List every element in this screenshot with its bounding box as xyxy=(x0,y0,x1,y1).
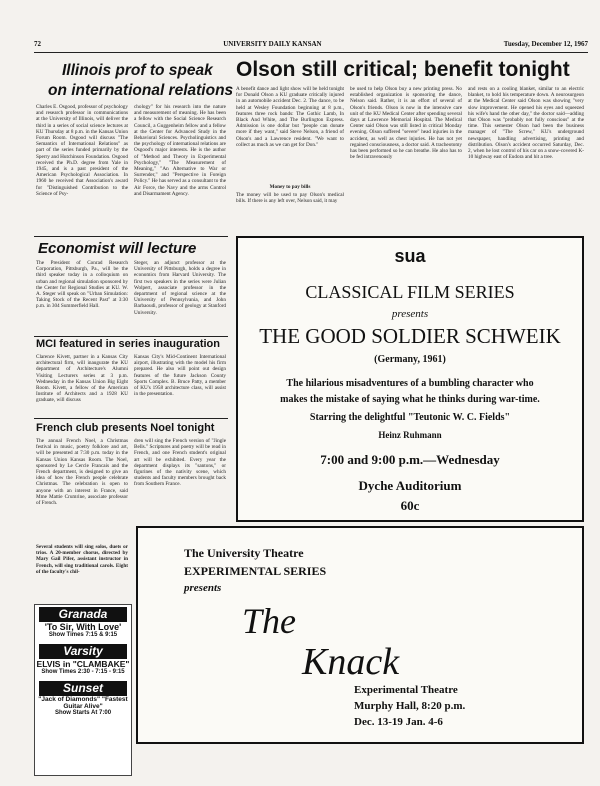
theatre-line-2: EXPERIMENTAL SERIES xyxy=(184,564,327,578)
theatre-info-1: Experimental Theatre xyxy=(354,684,458,696)
economist-headline: Economist will lecture xyxy=(38,240,197,257)
economist-col-2: Steger, an adjunct professor at the University of Pittsburgh, holds a degree in economics from Harvard University. The first two speakers in the series were Julian Wolpert, associate professor in the department of regional science at the University of Pennsylvania, and John Barbaoudi, professor of geology at Stanford University. xyxy=(134,260,226,316)
varsity-film: ELVIS in "CLAMBAKE" xyxy=(36,659,130,669)
paper-name: UNIVERSITY DAILY KANSAN xyxy=(223,40,322,48)
issue-date: Tuesday, December 12, 1967 xyxy=(503,40,588,48)
film-origin: (Germany, 1961) xyxy=(374,354,446,365)
page-number: 72 xyxy=(34,40,41,48)
granada-times: Show Times 7:15 & 9:15 xyxy=(48,632,118,638)
film-presents: presents xyxy=(391,308,429,320)
french-col-1: The annual French Noel, a Christmas festival in music, poetry folklore and art, will be presented at 7:30 p.m. today in the Kansas Union Kansas Room. The Noel, sponsored by Le Cercle Francais and the French department, is designed to give an idea of how the French people celebrate Christmas. The celebration is open to anyone with an interest in France, said Mme Mattie Crumrine, associate professor of French. xyxy=(36,438,128,507)
olson-col-2: be used to help Olson buy a new printing press. No established organization is sponsoring the dance, Nelson said. Rather, it is an effort of several of Olson's friends. Olson is now in the intensive care unit of the KU Medical Center after spending several days at Lawrence Memorial Hospital. The Medical Center said Olson was still listed in critical Monday evening. Olson suffered "severe" head injuries in the accident, as well as chest injuries. He has not yet regained consciousness, a doctor said. A tracheotomy has been performed so he can breathe. He also has to be fed intravenously xyxy=(350,86,462,161)
french-col-2: dren will sing the French version of "Jingle Bells." Scriptures and poetry will be read in French, and one French student's original art will be exhibited. Every year the department displays its "santons," or figurines of the nativity scene, which students and faculty members brought back from Southern France. xyxy=(134,438,226,488)
mci-col-1: Clarence Kivett, partner in a Kansas City architectural firm, will inaugurate the KU department of Architecture's Alumni Visiting Lecturers series at 3 p.m. Wednesday in the Kansas Union Big Eight Room. Kivett, a fellow of the American Institute of Architects and a 1928 KU graduate, will discuss xyxy=(36,354,128,404)
varsity-times: Show Times 2:30 - 7:15 - 9:15 xyxy=(41,669,125,675)
economist-col-1: The President of Conrad Research Corporation, Pittsburgh, Pa., will be the third speaker today in a colloquium on urban and regional simulation sponsored by the Center for Regional Studies at KU. W. A. Steger will speak on "Urban Simulation: Taking Stock of the Recent Past" at 3:30 p.m. in 304 Summerfield Hall. xyxy=(36,260,128,310)
granada-logo: Granada xyxy=(39,607,127,622)
osgood-col-2: chology" for his research into the nature and measurement of meaning. He has been a fellow with the Social Science Research Council, a Guggenheim fellow and a fellow at the Center for Advanced Study in the Behavioral Sciences. Psycholinguistics and the psychology of international relations are Osgood's major interests. He is the author of "Method and Theory in Experimental Psychology," "The Measurement of Meaning," "An Alternative to War or Surrender," and "Perspective in Foreign Policy." He has served as a consultant to the Air Force, the Navy and the arms Control and Disarmament Agency. xyxy=(134,104,226,197)
film-series-name: CLASSICAL FILM SERIES xyxy=(305,282,515,302)
divider xyxy=(34,236,228,237)
french-col-1b: Several students will sing solos, duets or trios. A 20-member chorus, directed by Mary Gail Pifer, assistant instructor in French, will sing traditional carols. Eight of the faculty's chil- xyxy=(36,544,128,575)
header-rule xyxy=(34,52,588,53)
film-time: 7:00 and 9:00 p.m.—Wednesday xyxy=(320,452,500,467)
varsity-logo: Varsity xyxy=(39,644,127,659)
osgood-col-1: Charles E. Osgood, professor of psychology and research professor in communications at the University of Illinois, will deliver the third in a series of social science lectures at KU Thursday at 8 p.m. in the Kansas Union Forum Room. Osgood will discuss "The Semantics of International Relations" as part of the series funded primarily by the Sperry and Hutchinson Foundation. Osgood received the Ph.D. degree from Yale in 1945, and is a past president of the American Psychological Association. In 1960 he received that Association's award for "Distinguished Contribution to the Science of Psy- xyxy=(36,104,128,197)
osgood-headline-2: on international relations xyxy=(48,82,234,99)
french-headline: French club presents Noel tonight xyxy=(36,422,215,434)
olson-col-1b: The money will be used to pay Olson's medical bills. If there is any left over, Nelson said, it may xyxy=(236,192,344,205)
film-venue: Dyche Auditorium xyxy=(358,478,462,493)
film-series-ad xyxy=(236,236,584,522)
page-header xyxy=(34,40,588,52)
theatre-line-1: The University Theatre xyxy=(184,546,304,560)
sunset-logo: Sunset xyxy=(39,681,127,696)
mci-col-2: Kansas City's Mid-Continent International airport, illustrating with the model his firm prepared. He also will point out design features of the future Jackson County Sports Complex. B. Bruce Patty, a member of KU's 1958 architecture class, will assist in the presentation. xyxy=(134,354,226,398)
olson-headline: Olson still critical; benefit tonight xyxy=(236,58,570,81)
theatre-info-2: Murphy Hall, 8:20 p.m. xyxy=(354,700,466,712)
film-desc-1: The hilarious misadventures of a bumbling character who xyxy=(286,378,534,389)
film-price: 60c xyxy=(400,498,420,513)
theatre-info-3: Dec. 13-19 Jan. 4-6 xyxy=(354,716,443,728)
divider xyxy=(34,336,228,337)
knack-title-1: The xyxy=(242,601,296,641)
theatre-ad xyxy=(136,526,584,744)
film-desc-2: makes the mistake of saying what he thinks during war-time. xyxy=(280,394,540,405)
film-actor: Heinz Ruhmann xyxy=(378,430,442,440)
sua-logo: sua xyxy=(394,246,426,266)
olson-money-heading: Money to pay bills xyxy=(269,184,311,190)
theatre-presents: presents xyxy=(184,582,222,594)
sunset-film: "Jack of Diamonds" "Fastest Guitar Alive" xyxy=(38,696,128,710)
divider xyxy=(34,418,228,419)
olson-col-3: and rests on a cooling blanket, similar to an electric blanket, to hold his temperature down. A neurosurgeon at the Medical Center said Olson was showing "very slow improvement. He opened his eyes and squeezed his wife's hand the other day," the doctor said—adding that Olson was "probably not fully conscious" at the time. This semester Olson had been the business manager of "The Screw," KU's underground newspaper, handling advertising, printing and distribution. Olson's accident occurred Saturday, Dec. 2, when he lost control of his car on a snow-covered K-10 highway east of Eudora and hit a tree. xyxy=(468,86,584,161)
movie-ads xyxy=(34,604,132,776)
granada-film: 'To Sir, With Love' xyxy=(44,622,122,632)
osgood-headline-1: Illinois prof to speak xyxy=(62,62,213,79)
knack-title-2: Knack xyxy=(302,641,400,683)
olson-col-1: A benefit dance and light show will be held tonight for Donald Olson a KU graduate critically injured in an automobile accident Dec. 2. The dance, to be held at Wesley Foundation beginning at 8 p.m., features three rock bands: The Gothic Lamb, In Black And White, and The Burlington Express. Admission is one dollar but "people can donate more if they want," said Steve Nelson, a friend of Olson's and a Lawrence resident. "We want to collect as much as we can get for Don." xyxy=(236,86,344,148)
film-title: THE GOOD SOLDIER SCHWEIK xyxy=(259,324,561,348)
mci-headline: MCI featured in series inauguration xyxy=(36,338,220,350)
film-star: Starring the delightful "Teutonic W. C. Fields" xyxy=(309,412,511,423)
sunset-times: Show Starts At 7:00 xyxy=(54,710,112,716)
